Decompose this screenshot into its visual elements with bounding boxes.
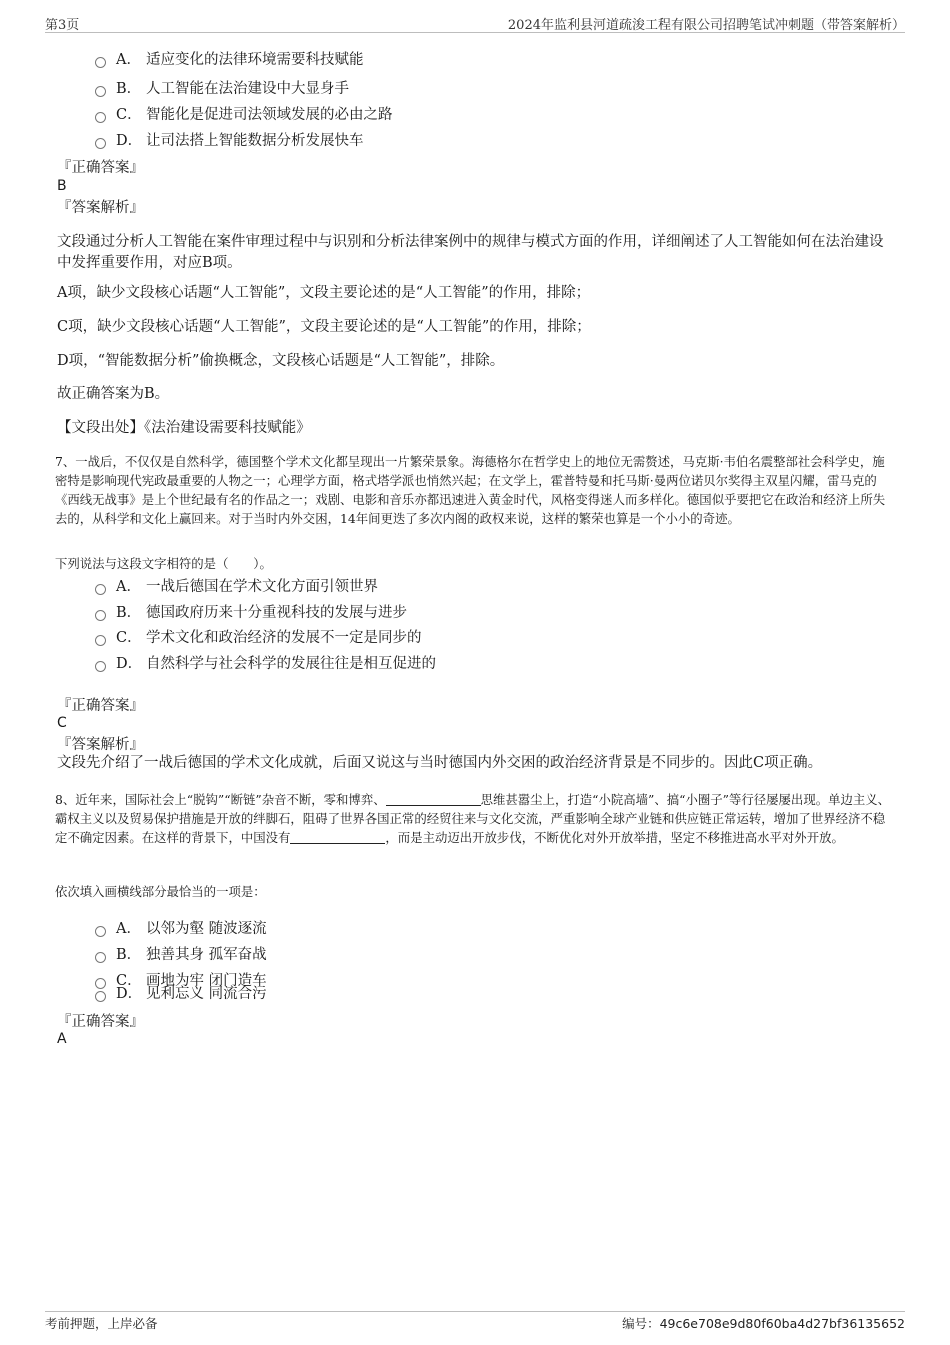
q7-analysis: 文段先介绍了一战后德国的学术文化成就，后面又说这与当时德国内外交困的政治经济背景是不同步的。因此C项正确。 xyxy=(57,755,823,771)
option-text: 人工智能在法治建设中大显身手 xyxy=(146,81,349,97)
q8-answer-label: 『正确答案』 xyxy=(57,1014,144,1030)
q6-source: 【文段出处】《法治建设需要科技赋能》 xyxy=(57,420,311,436)
q6-analysis-a: A项，缺少文段核心话题“人工智能”，文段主要论述的是“人工智能”的作用，排除； xyxy=(57,285,591,301)
radio-icon[interactable] xyxy=(95,57,106,68)
q6-option-a[interactable]: A． 适应变化的法律环境需要科技赋能 xyxy=(95,50,364,70)
q7-option-c[interactable]: C． 学术文化和政治经济的发展不一定是同步的 xyxy=(95,628,422,648)
footer-slogan: 考前押题，上岸必备 xyxy=(45,1316,158,1331)
q6-analysis-c: C项，缺少文段核心话题“人工智能”，文段主要论述的是“人工智能”的作用，排除； xyxy=(57,319,591,335)
header-divider xyxy=(45,32,905,33)
q6-answer-label: 『正确答案』 xyxy=(57,160,144,176)
option-text: 以邻为壑 随波逐流 xyxy=(146,921,267,937)
document-title: 2024年监利县河道疏浚工程有限公司招聘笔试冲刺题（带答案解析） xyxy=(507,18,905,33)
option-text: 一战后德国在学术文化方面引领世界 xyxy=(146,579,378,595)
q6-conclusion: 故正确答案为B。 xyxy=(57,386,170,402)
q8-option-c[interactable]: C． 画地为牢 闭门造车 xyxy=(95,971,267,991)
option-text: 让司法搭上智能数据分析发展快车 xyxy=(146,133,364,149)
fill-blank-1 xyxy=(386,792,481,806)
radio-icon[interactable] xyxy=(95,138,106,149)
q6-option-d[interactable]: D． 让司法搭上智能数据分析发展快车 xyxy=(95,131,364,151)
q8-question: 依次填入画横线部分最恰当的一项是： xyxy=(55,884,266,899)
q7-analysis-label: 『答案解析』 xyxy=(57,737,144,753)
page-number: 第3页 xyxy=(45,18,80,33)
option-text: 见利忘义 同流合污 xyxy=(146,986,267,1002)
radio-icon[interactable] xyxy=(95,661,106,672)
radio-icon[interactable] xyxy=(95,635,106,646)
option-text: 适应变化的法律环境需要科技赋能 xyxy=(146,52,364,68)
radio-icon[interactable] xyxy=(95,86,106,97)
radio-icon[interactable] xyxy=(95,991,106,1002)
q6-option-b[interactable]: B． 人工智能在法治建设中大显身手 xyxy=(95,79,349,99)
q8-option-b[interactable]: B． 独善其身 孤军奋战 xyxy=(95,945,267,965)
radio-icon[interactable] xyxy=(95,952,106,963)
option-text: 智能化是促进司法领域发展的必由之路 xyxy=(146,107,393,123)
document-code: 编号：49c6e708e9d80f60ba4d27bf36135652 xyxy=(622,1316,905,1331)
option-text: 德国政府历来十分重视科技的发展与进步 xyxy=(146,605,407,621)
q7-answer: C xyxy=(57,715,67,731)
footer-divider xyxy=(45,1311,905,1312)
q7-stem: 7、一战后，不仅仅是自然科学，德国整个学术文化都呈现出一片繁荣景象。海德格尔在哲学史上的地位无需赘述，马克斯·韦伯名震整部社会科学史，施密特是影响现代宪政最重要的人物之一；心理学方面，格式塔学派也悄然兴起；在文学上，霍普特曼和托马斯·曼两位诺贝尔奖得主双星闪耀，雷马克的《西线无战事》是上个世纪最有名的作品之一；戏剧、电影和音乐亦都迅速进入黄金时代，风格变得迷人而多样化。德国似乎要把它在政治和经济上所失去的，从科学和文化上赢回来。对于当时内外交困，14年间更迭了多次内阁的政权来说，这样的繁荣也算是一个小小的奇迹。 xyxy=(55,454,886,526)
q7-option-d[interactable]: D． 自然科学与社会科学的发展往往是相互促进的 xyxy=(95,654,436,674)
radio-icon[interactable] xyxy=(95,926,106,937)
q6-analysis-label: 『答案解析』 xyxy=(57,200,144,216)
q7-question: 下列说法与这段文字相符的是（ ）。 xyxy=(55,556,272,571)
q8-stem: 8、近年来，国际社会上“脱钩”“断链”杂音不断，零和博弈、 思维甚嚣尘上，打造“小院高墙”、搞“小圈子”等行径屡屡出现。单边主义、霸权主义以及贸易保护措施是开放的绊脚石，阻碍了世界各国正常的经贸往来与文化交流，严重影响全球产业链和供应链正常运转，增加了世界经济不稳定不确定因素。在这样的背景下，中国没有 ，而是主动迈出开放步伐，不断优化对外开放举措，坚定不移推进高水平对外开放。 xyxy=(55,792,891,845)
q6-analysis-paragraph: 文段通过分析人工智能在案件审理过程中与识别和分析法律案例中的规律与模式方面的作用，详细阐述了人工智能如何在法治建设中发挥重要作用，对应B项。 xyxy=(57,234,884,271)
radio-icon[interactable] xyxy=(95,112,106,123)
q7-option-a[interactable]: A． 一战后德国在学术文化方面引领世界 xyxy=(95,577,378,597)
q6-analysis-d: D项，“智能数据分析”偷换概念，文段核心话题是“人工智能”，排除。 xyxy=(57,353,505,369)
q7-option-b[interactable]: B． 德国政府历来十分重视科技的发展与进步 xyxy=(95,603,407,623)
option-text: 画地为牢 闭门造车 xyxy=(146,973,267,989)
q8-option-d[interactable]: D． 见利忘义 同流合污 xyxy=(95,984,267,1004)
q6-option-c[interactable]: C． 智能化是促进司法领域发展的必由之路 xyxy=(95,105,393,125)
q8-answer: A xyxy=(57,1031,67,1047)
option-text: 自然科学与社会科学的发展往往是相互促进的 xyxy=(146,656,436,672)
fill-blank-2 xyxy=(290,830,385,844)
radio-icon[interactable] xyxy=(95,610,106,621)
q8-option-a[interactable]: A． 以邻为壑 随波逐流 xyxy=(95,919,267,939)
option-text: 独善其身 孤军奋战 xyxy=(146,947,267,963)
radio-icon[interactable] xyxy=(95,584,106,595)
option-text: 学术文化和政治经济的发展不一定是同步的 xyxy=(146,630,422,646)
q7-answer-label: 『正确答案』 xyxy=(57,698,144,714)
q6-answer: B xyxy=(57,178,67,194)
